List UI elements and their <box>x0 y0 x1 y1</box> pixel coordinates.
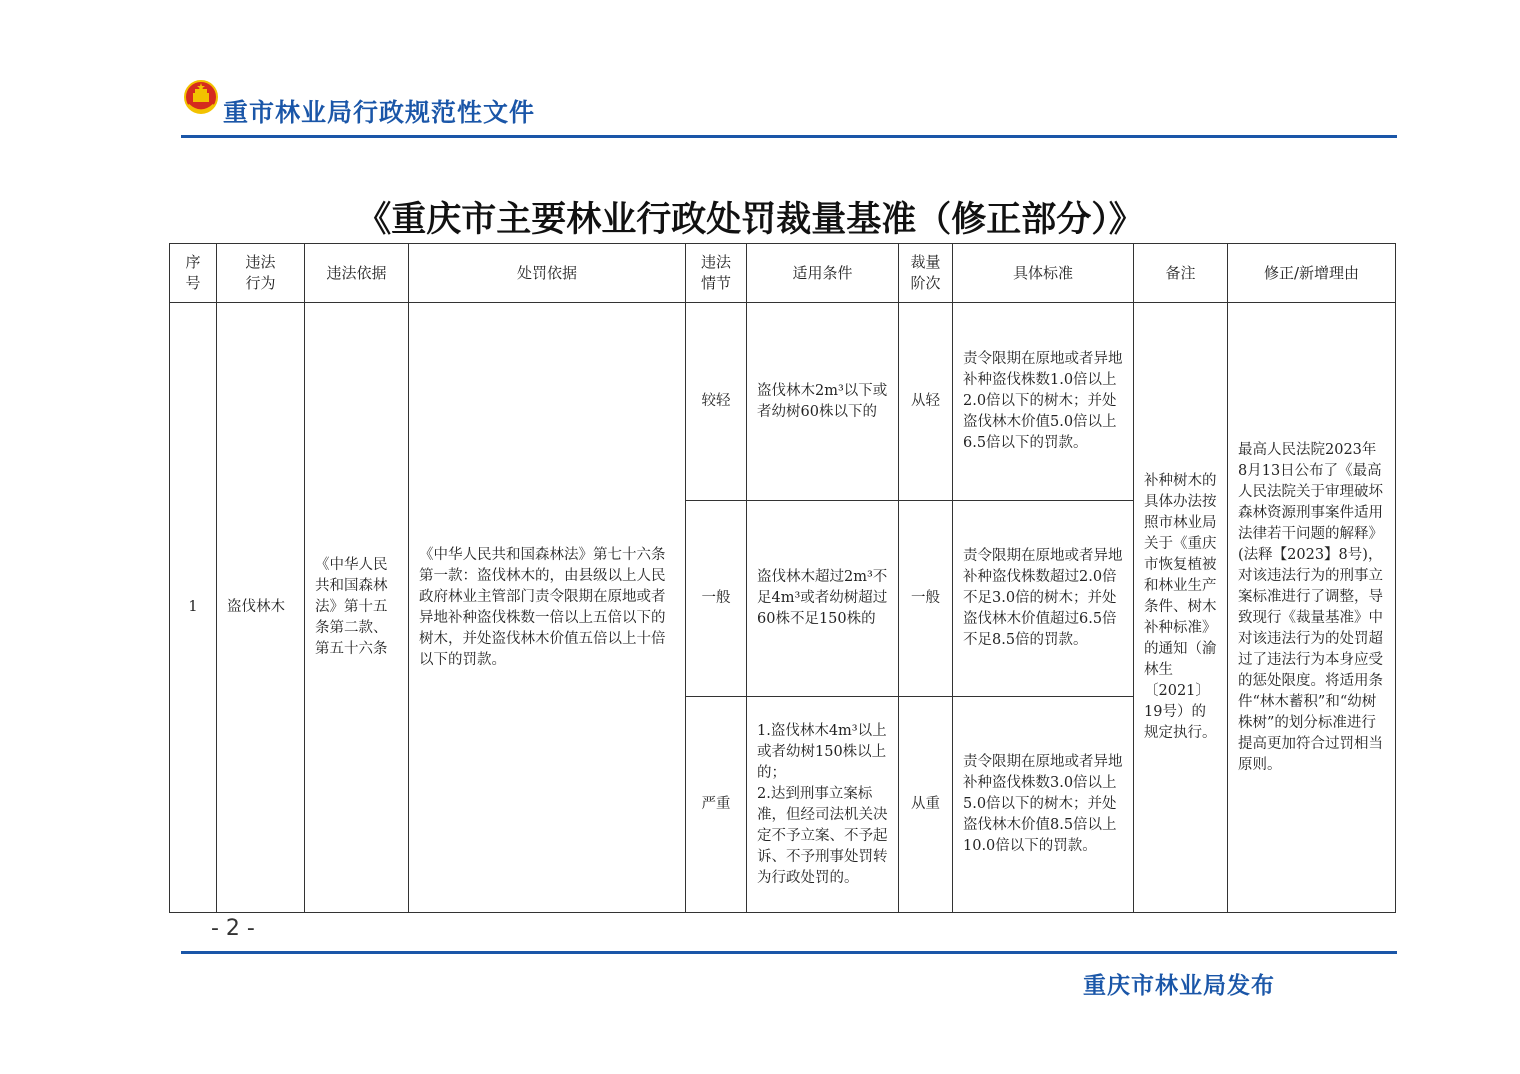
cell-condition: 盗伐林木2m³以下或者幼树60株以下的 <box>747 303 899 501</box>
cell-tier: 从重 <box>899 697 953 913</box>
header-condition: 适用条件 <box>747 244 899 303</box>
cell-standard: 责令限期在原地或者异地补种盗伐株数超过2.0倍不足3.0倍的树木；并处盗伐林木价值超过6.5倍不足8.5倍的罚款。 <box>953 501 1134 697</box>
header-divider <box>181 135 1397 138</box>
footer-publisher: 重庆市林业局发布 <box>1083 973 1275 999</box>
header-serial: 序 号 <box>170 244 217 303</box>
header-title: 重市林业局行政规范性文件 <box>223 98 536 127</box>
page-number: - 2 - <box>211 916 255 941</box>
cell-circumstance: 一般 <box>686 501 747 697</box>
cell-penalty-basis: 《中华人民共和国森林法》第七十六条第一款：盗伐林木的，由县级以上人民政府林业主管部门责令限期在原地或者异地补种盗伐株数一倍以上五倍以下的树木，并处盗伐林木价值五倍以上十倍以下的罚款。 <box>409 303 686 913</box>
national-emblem-icon <box>184 80 218 116</box>
footer-divider <box>181 951 1397 954</box>
penalty-table <box>169 243 1396 913</box>
header-reason: 修正/新增理由 <box>1228 244 1396 303</box>
header-tier: 裁量 阶次 <box>899 244 953 303</box>
cell-circumstance: 较轻 <box>686 303 747 501</box>
cell-standard: 责令限期在原地或者异地补种盗伐株数3.0倍以上5.0倍以下的树木；并处盗伐林木价值8.5倍以上10.0倍以下的罚款。 <box>953 697 1134 913</box>
header-violation: 违法 行为 <box>217 244 305 303</box>
header-legal-basis: 违法依据 <box>305 244 409 303</box>
cell-serial: 1 <box>170 303 217 913</box>
cell-remark: 补种树木的具体办法按照市林业局关于《重庆市恢复植被和林业生产条件、树木补种标准》的通知（渝林生〔2021〕19号）的规定执行。 <box>1134 303 1228 913</box>
condition-line: 1.盗伐林木4m³以上或者幼树150株以上的； <box>757 722 887 781</box>
condition-line: 2.达到刑事立案标准，但经司法机关决定不予立案、不予起诉、不予刑事处罚转为行政处罚的。 <box>757 785 888 886</box>
cell-violation: 盗伐林木 <box>217 303 305 913</box>
header-remark: 备注 <box>1134 244 1228 303</box>
document-title: 《重庆市主要林业行政处罚裁量基准（修正部分）》 <box>356 199 1144 240</box>
cell-legal-basis: 《中华人民共和国森林法》第十五条第二款、第五十六条 <box>305 303 409 913</box>
cell-circumstance: 严重 <box>686 697 747 913</box>
cell-condition: 盗伐林木超过2m³不足4m³或者幼树超过60株不足150株的 <box>747 501 899 697</box>
cell-condition <box>747 697 899 913</box>
cell-standard: 责令限期在原地或者异地补种盗伐株数1.0倍以上2.0倍以下的树木；并处盗伐林木价值5.0倍以上6.5倍以下的罚款。 <box>953 303 1134 501</box>
table-row <box>170 303 1396 501</box>
header-penalty-basis: 处罚依据 <box>409 244 686 303</box>
document-header <box>181 78 1397 138</box>
cell-tier: 一般 <box>899 501 953 697</box>
cell-reason: 最高人民法院2023年8月13日公布了《最高人民法院关于审理破坏森林资源刑事案件适用法律若干问题的解释》(法释【2023】8号)，对该违法行为的刑事立案标准进行了调整，导致现行《裁量基准》中对该违法行为的处罚超过了违法行为本身应受的惩处限度。将适用条件“林木蓄积”和“幼树株树”的划分标准进行提高更加符合过罚相当原则。 <box>1228 303 1396 913</box>
header-circumstance: 违法 情节 <box>686 244 747 303</box>
table-header-row <box>170 244 1396 303</box>
header-standard: 具体标准 <box>953 244 1134 303</box>
cell-tier: 从轻 <box>899 303 953 501</box>
